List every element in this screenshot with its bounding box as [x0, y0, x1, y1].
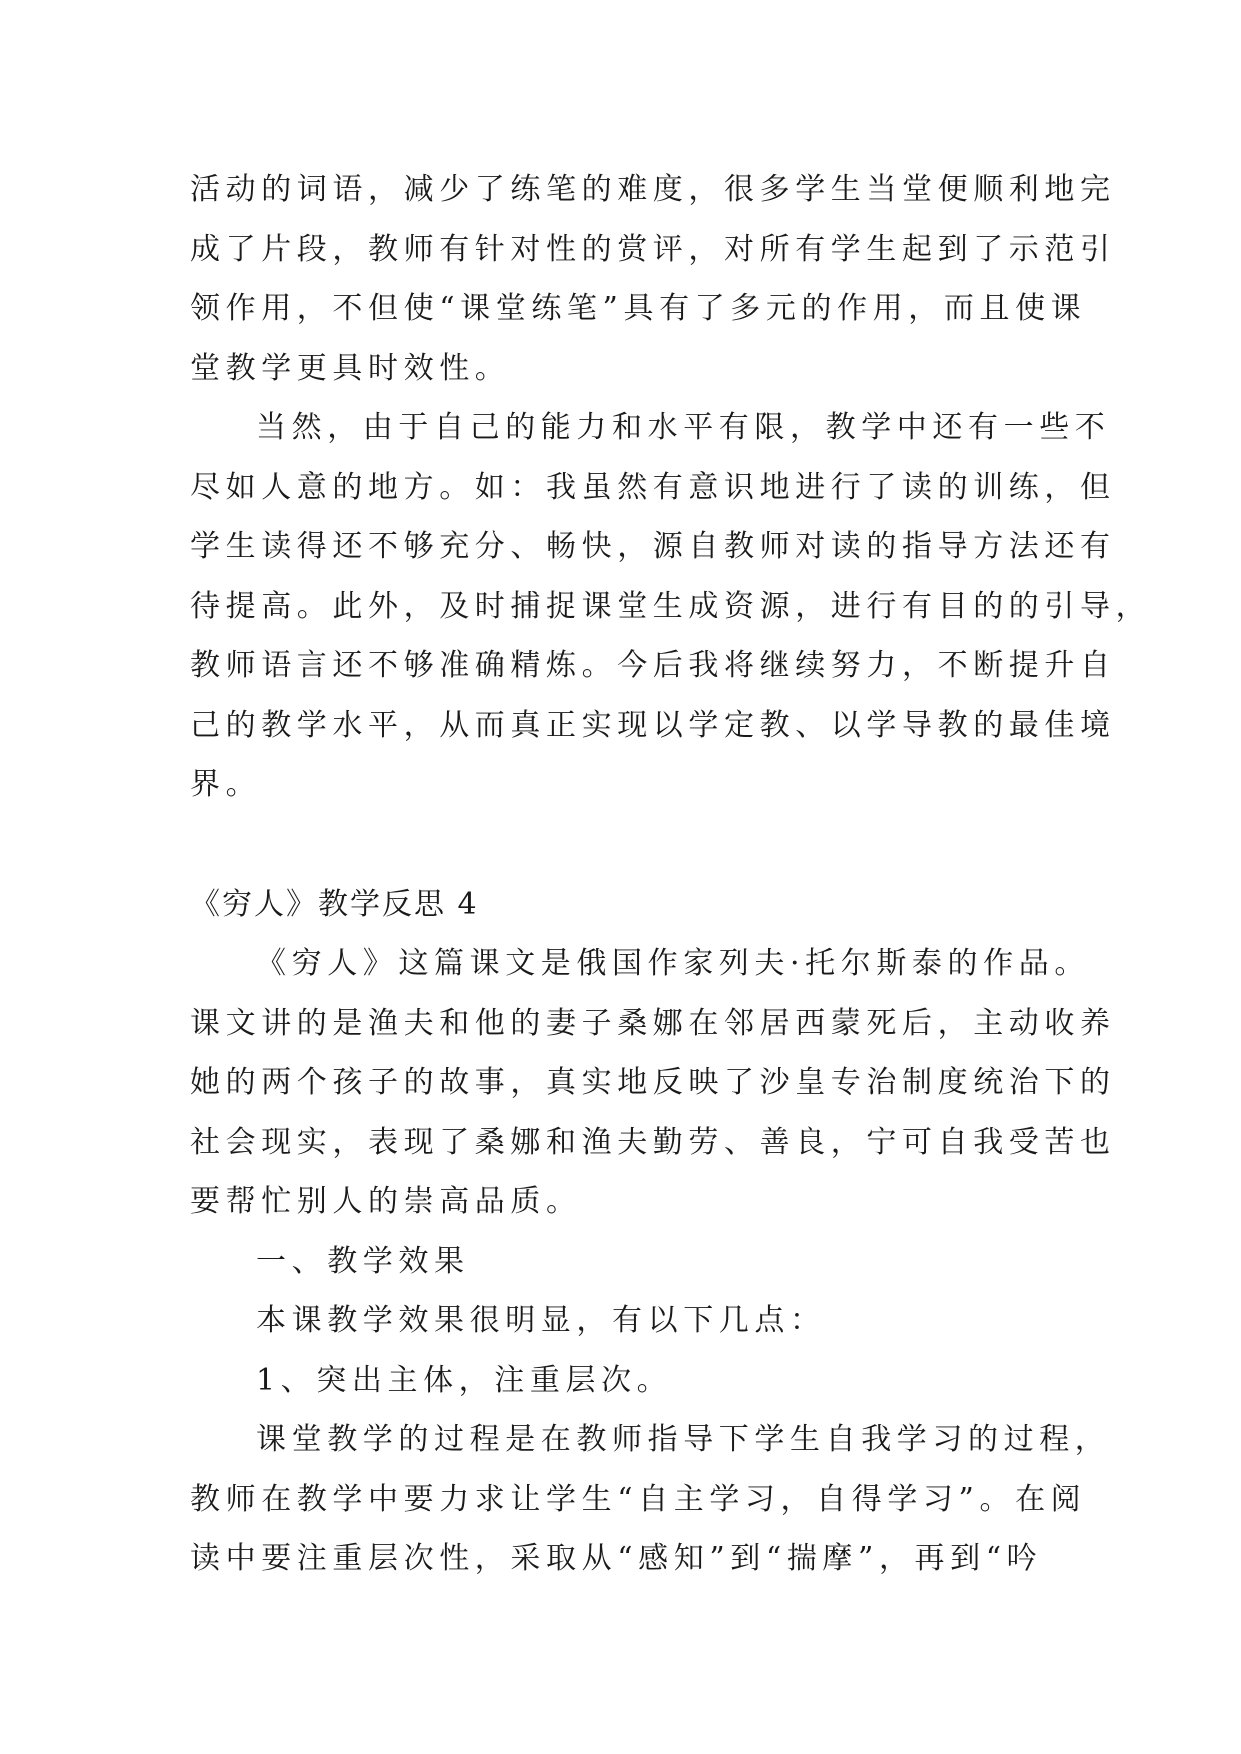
paragraph-introduction — [190, 934, 1116, 1232]
text-line: 己的教学水平，从而真正实现以学定教、以学导教的最佳境 — [190, 707, 1116, 743]
paragraph-classroom-process — [190, 1410, 1111, 1589]
text-line: 当然，由于自己的能力和水平有限，教学中还有一些不 — [256, 410, 1111, 445]
text-line: 课文讲的是渔夫和他的妻子桑娜在邻居西蒙死后，主动收养 — [190, 1005, 1116, 1041]
document-body — [190, 160, 1152, 1589]
text-line: 要帮忙别人的崇高品质。 — [190, 1184, 582, 1219]
text-line: 课堂教学的过程是在教师指导下学生自我学习的过程， — [256, 1422, 1111, 1457]
text-line: 界。 — [190, 767, 262, 802]
text-line: 堂教学更具时效性。 — [190, 350, 511, 386]
section-spacer — [190, 815, 1052, 875]
text-line: 待提高。此外，及时捕捉课堂生成资源，进行有目的的引导， — [190, 588, 1152, 624]
text-line: 《穷人》这篇课文是俄国作家列夫·托尔斯泰的作品。 — [256, 946, 1090, 981]
paragraph-continued — [190, 160, 1116, 398]
paragraph-effect-summary: 本课教学效果很明显，有以下几点： — [256, 1303, 826, 1338]
text-line: 活动的词语，减少了练笔的难度，很多学生当堂便顺利地完 — [190, 172, 1116, 207]
paragraph-reflection — [190, 398, 1152, 815]
text-line: 社会现实，表现了桑娜和渔夫勤劳、善良，宁可自我受苦也 — [190, 1124, 1116, 1160]
text-line: 教师在教学中要力求让学生“自主学习，自得学习”。在阅 — [190, 1481, 1087, 1517]
text-line: 读中要注重层次性，采取从“感知”到“揣摩”，再到“吟 — [190, 1541, 1043, 1576]
text-line: 成了片段，教师有针对性的赏评，对所有学生起到了示范引 — [190, 231, 1116, 267]
text-line: 学生读得还不够充分、畅快，源自教师对读的指导方法还有 — [190, 529, 1116, 564]
text-line: 尽如人意的地方。如：我虽然有意识地进行了读的训练，但 — [190, 469, 1116, 505]
text-line: 她的两个孩子的故事，真实地反映了沙皇专治制度统治下的 — [190, 1065, 1116, 1100]
text-line: 领作用，不但使“课堂练笔”具有了多元的作用，而且使课 — [190, 291, 1087, 326]
list-point-1: 1、突出主体，注重层次。 — [256, 1362, 673, 1398]
subheading-teaching-effect: 一、教学效果 — [256, 1243, 470, 1279]
section-title: 《穷人》教学反思 4 — [190, 886, 479, 922]
text-line: 教师语言还不够准确精炼。今后我将继续努力，不断提升自 — [190, 648, 1116, 683]
